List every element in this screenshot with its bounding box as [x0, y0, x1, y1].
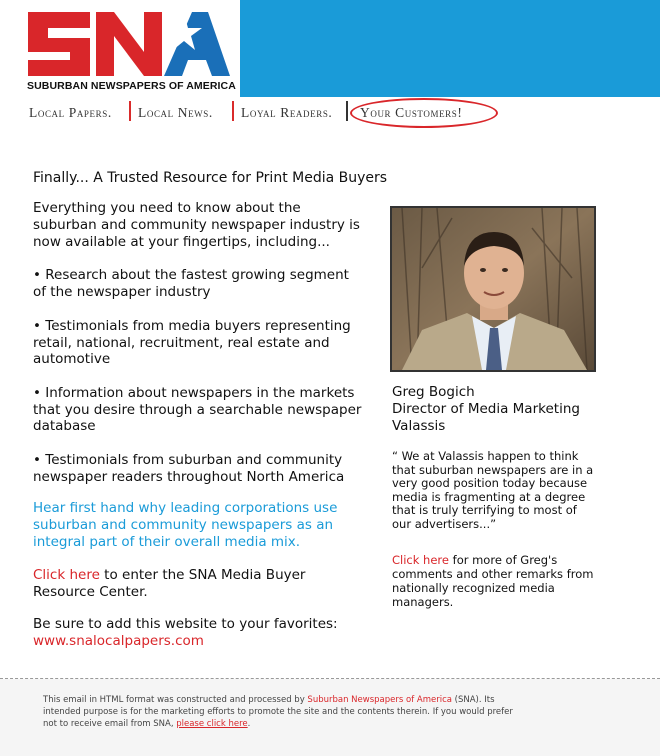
more-comments-text: for more of Greg's comments and other remarks from nationally recognized media managers. [392, 553, 594, 609]
favorites-text: Be sure to add this website to your favorites: [33, 616, 338, 632]
tagline-local-news: Local News. [138, 105, 213, 120]
tagline-bar [0, 97, 660, 130]
tagline-highlight-ellipse [350, 98, 498, 128]
list-item: • Information about newspapers in the markets that you desire through a searchable newspaper database [33, 385, 362, 434]
tagline-divider [129, 101, 131, 121]
intro-paragraph: Everything you need to know about the suburban and community newspaper industry is now available at your fingertips, including... [33, 200, 360, 250]
highlight-paragraph: Hear first hand why leading corporations use suburban and community newspapers as an integral part of their overall media mix. [33, 500, 338, 550]
tagline-loyal-readers: Loyal Readers. [241, 105, 333, 120]
author-title: Director of Media Marketing [392, 401, 580, 417]
testimonial-quote: “ We at Valassis happen to think that suburban newspapers are in a very good position today because media is fragmenting at a degree that is truly terrifying to most of our advertisers...” [392, 449, 594, 531]
resource-center-text: to enter the SNA Media Buyer Resource Center. [33, 567, 306, 600]
sna-logo [24, 8, 234, 80]
unsubscribe-link[interactable]: please click here [176, 719, 248, 729]
tagline-local-papers: Local Papers. [29, 105, 112, 120]
footer-text-part: (SNA). Its intended purpose is for the marketing efforts to promote the site and the contents therein. If you would prefer not to receive email from SNA, [43, 695, 513, 729]
tagline-your-customers: Your Customers! [360, 105, 463, 120]
page-headline: Finally... A Trusted Resource for Print Media Buyers [33, 170, 388, 186]
resource-center-paragraph [33, 567, 363, 601]
footer-disclaimer [43, 694, 523, 730]
sna-org-link[interactable]: Suburban Newspapers of America [307, 695, 452, 705]
footer [0, 679, 660, 756]
list-item: • Testimonials from suburban and community newspaper readers throughout North America [33, 452, 345, 485]
author-company: Valassis [392, 418, 446, 434]
more-comments-link[interactable]: Click here [392, 553, 449, 567]
tagline-divider [232, 101, 234, 121]
more-comments-paragraph [392, 553, 597, 609]
site-url-link[interactable]: www.snalocalpapers.com [33, 633, 204, 649]
favorites-paragraph [33, 616, 373, 650]
footer-text-part: This email in HTML format was constructed and processed by [43, 695, 308, 705]
footer-text-part: . [247, 719, 251, 729]
list-item: • Research about the fastest growing segment of the newspaper industry [33, 267, 349, 300]
logo-area[interactable] [0, 0, 240, 97]
portrait-photo [390, 206, 596, 372]
resource-center-link[interactable]: Click here [33, 567, 100, 583]
tagline-divider [346, 101, 348, 121]
logo-subtitle: SUBURBAN NEWSPAPERS OF AMERICA [27, 80, 236, 92]
testimonial-author [392, 384, 580, 435]
author-name: Greg Bogich [392, 384, 475, 400]
portrait-image [392, 208, 594, 370]
header-banner [0, 0, 660, 97]
list-item: • Testimonials from media buyers representing retail, national, recruitment, real estate and automotive [33, 318, 351, 367]
